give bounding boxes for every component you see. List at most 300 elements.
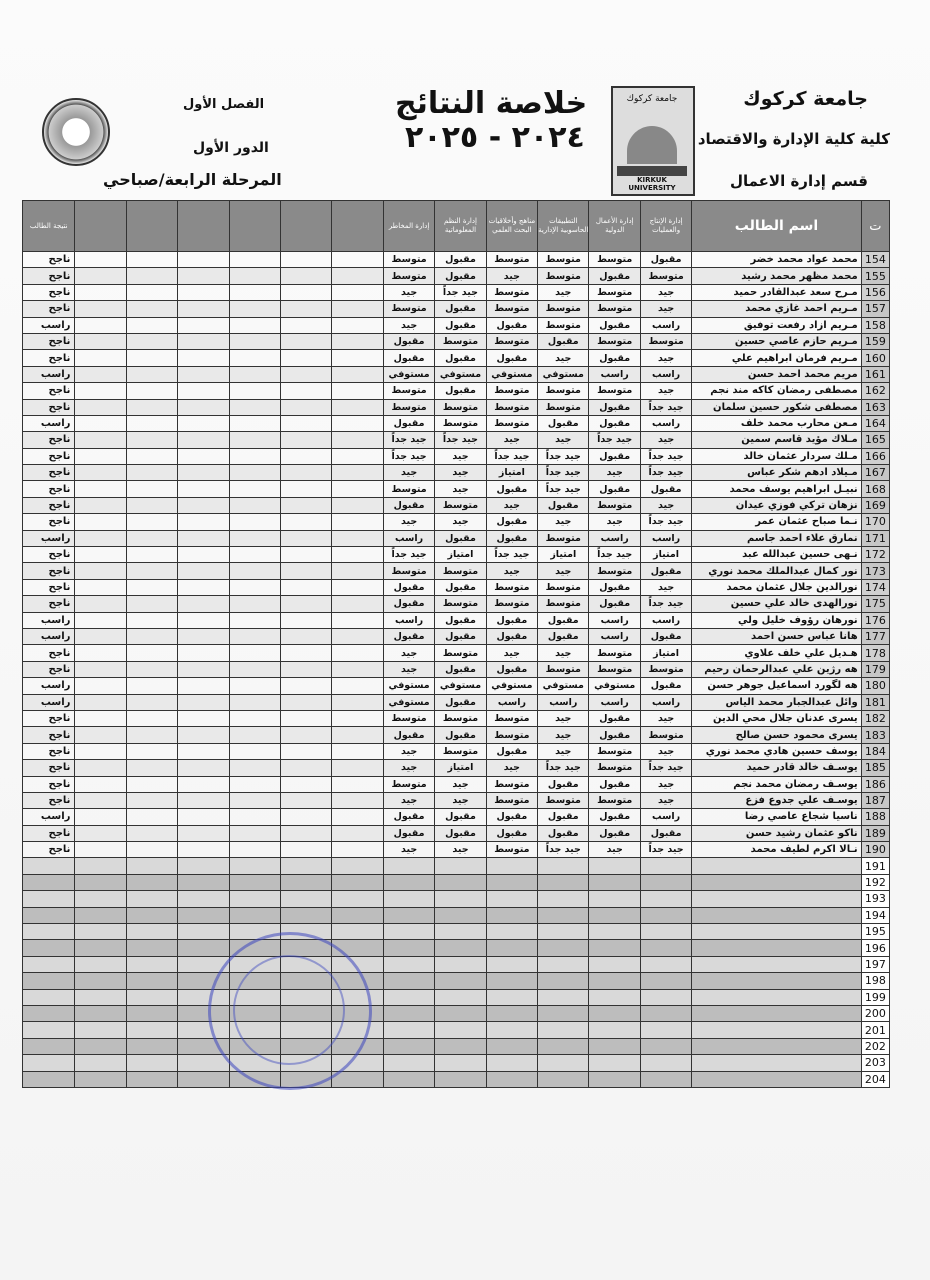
- empty-cell: [126, 907, 177, 923]
- department-name: قسم إدارة الاعمال: [729, 172, 868, 190]
- table-row: [23, 743, 890, 759]
- row-number-cell: 171: [861, 530, 889, 546]
- row-number-cell: 176: [861, 612, 889, 628]
- grade-cell: [178, 530, 229, 546]
- grade-cell: [126, 481, 177, 497]
- student-name-cell: مـريم فرمان ابراهيم علي: [692, 350, 861, 366]
- grade-cell: [332, 694, 383, 710]
- grade-cell: مقبول: [435, 383, 486, 399]
- row-number-cell: 191: [861, 858, 889, 874]
- grade-cell: [126, 743, 177, 759]
- grade-cell: متوسط: [589, 284, 640, 300]
- grade-cell: [281, 809, 332, 825]
- grade-cell: [126, 399, 177, 415]
- row-number-cell: 199: [861, 989, 889, 1005]
- grade-cell: جيد: [383, 842, 434, 858]
- grade-cell: مقبول: [435, 268, 486, 284]
- row-number-cell: 195: [861, 924, 889, 940]
- empty-cell: [435, 891, 486, 907]
- grade-cell: [178, 792, 229, 808]
- grade-cell: متوسط: [589, 301, 640, 317]
- grade-cell: مقبول: [589, 710, 640, 726]
- grade-cell: [281, 366, 332, 382]
- grade-cell: [75, 317, 126, 333]
- grade-cell: [229, 792, 280, 808]
- empty-cell: [178, 907, 229, 923]
- grade-cell: جيد: [486, 563, 537, 579]
- grade-cell: [229, 481, 280, 497]
- grade-cell: مقبول: [435, 350, 486, 366]
- empty-cell: [435, 1005, 486, 1021]
- grade-cell: راسب: [538, 694, 589, 710]
- empty-cell: [692, 858, 861, 874]
- result-cell: ناجح: [23, 563, 75, 579]
- grade-cell: مقبول: [589, 350, 640, 366]
- grade-cell: متوسط: [486, 776, 537, 792]
- grade-cell: متوسط: [383, 776, 434, 792]
- empty-cell: [229, 907, 280, 923]
- grade-cell: [178, 743, 229, 759]
- grade-cell: مقبول: [486, 825, 537, 841]
- empty-cell: [281, 891, 332, 907]
- grade-cell: مقبول: [435, 628, 486, 644]
- empty-cell: [538, 907, 589, 923]
- empty-cell: [435, 924, 486, 940]
- empty-cell: [178, 924, 229, 940]
- university-logo: [611, 86, 695, 196]
- column-header-subject: [178, 201, 229, 252]
- grade-cell: راسب: [589, 694, 640, 710]
- column-header-subject: إدارة النظم المعلوماتية: [435, 201, 486, 252]
- university-name: جامعة كركوك: [743, 88, 868, 110]
- row-number-cell: 182: [861, 710, 889, 726]
- empty-cell: [589, 1005, 640, 1021]
- row-number-cell: 184: [861, 743, 889, 759]
- grade-cell: [178, 776, 229, 792]
- student-name-cell: مـلك سردار عثمان خالد: [692, 448, 861, 464]
- grade-cell: [75, 252, 126, 268]
- grade-cell: [126, 415, 177, 431]
- row-number-cell: 194: [861, 907, 889, 923]
- row-number-cell: 177: [861, 628, 889, 644]
- table-row: [23, 727, 890, 743]
- grade-cell: [178, 448, 229, 464]
- empty-cell: [178, 891, 229, 907]
- grade-cell: [229, 678, 280, 694]
- grade-cell: [178, 645, 229, 661]
- grade-cell: جيد: [435, 481, 486, 497]
- grade-cell: [281, 760, 332, 776]
- grade-cell: [281, 284, 332, 300]
- grade-cell: متوسط: [538, 579, 589, 595]
- grade-cell: مقبول: [589, 415, 640, 431]
- row-number-cell: 175: [861, 596, 889, 612]
- grade-cell: [178, 350, 229, 366]
- result-cell: ناجح: [23, 383, 75, 399]
- grade-cell: [332, 743, 383, 759]
- empty-cell: [75, 956, 126, 972]
- student-name-cell: يوسـف خالد قادر حميد: [692, 760, 861, 776]
- empty-cell: [383, 1005, 434, 1021]
- grade-cell: جيد: [435, 465, 486, 481]
- grade-cell: جيد: [486, 432, 537, 448]
- grade-cell: مستوفي: [538, 366, 589, 382]
- empty-cell: [75, 940, 126, 956]
- grade-cell: متوسط: [589, 743, 640, 759]
- grade-cell: [229, 317, 280, 333]
- logo-caption: جامعة كركوك: [626, 94, 678, 104]
- empty-cell: [589, 1038, 640, 1054]
- row-number-cell: 190: [861, 842, 889, 858]
- empty-cell: [692, 1022, 861, 1038]
- grade-cell: متوسط: [589, 333, 640, 349]
- grade-cell: [332, 252, 383, 268]
- empty-cell: [692, 874, 861, 890]
- grade-cell: [178, 415, 229, 431]
- grade-cell: جيد: [486, 645, 537, 661]
- empty-cell: [589, 1022, 640, 1038]
- grade-cell: [75, 333, 126, 349]
- student-name-cell: نورهان رؤوف خليل ولي: [692, 612, 861, 628]
- grade-cell: [75, 825, 126, 841]
- empty-cell: [383, 924, 434, 940]
- grade-cell: [281, 792, 332, 808]
- row-number-cell: 162: [861, 383, 889, 399]
- student-name-cell: يوسف حسين هادي محمد نوري: [692, 743, 861, 759]
- empty-cell: [435, 956, 486, 972]
- row-number-cell: 181: [861, 694, 889, 710]
- row-number-cell: 167: [861, 465, 889, 481]
- grade-cell: [281, 448, 332, 464]
- grade-cell: [75, 399, 126, 415]
- grade-cell: [281, 645, 332, 661]
- empty-cell: [486, 1071, 537, 1087]
- grade-cell: مقبول: [435, 809, 486, 825]
- grade-cell: [332, 678, 383, 694]
- grade-cell: [178, 628, 229, 644]
- grade-cell: مقبول: [435, 661, 486, 677]
- grade-cell: جيد: [486, 268, 537, 284]
- grade-cell: جيد: [383, 792, 434, 808]
- grade-cell: مقبول: [486, 661, 537, 677]
- grade-cell: [332, 596, 383, 612]
- grade-cell: مقبول: [435, 317, 486, 333]
- empty-cell: [126, 1005, 177, 1021]
- grade-cell: مستوفي: [486, 678, 537, 694]
- grade-cell: جيد: [640, 301, 691, 317]
- empty-cell: [126, 973, 177, 989]
- grade-cell: [229, 350, 280, 366]
- grade-cell: مقبول: [640, 628, 691, 644]
- grade-cell: [229, 694, 280, 710]
- row-number-cell: 204: [861, 1071, 889, 1087]
- grade-cell: مقبول: [538, 628, 589, 644]
- grade-cell: [229, 727, 280, 743]
- column-header-subject: مناهج وأخلاقيات البحث العلمي: [486, 201, 537, 252]
- table-row: [23, 809, 890, 825]
- empty-cell: [435, 1038, 486, 1054]
- empty-cell: [126, 891, 177, 907]
- table-row: [23, 333, 890, 349]
- empty-cell: [589, 973, 640, 989]
- grade-cell: جيد: [383, 760, 434, 776]
- grade-cell: متوسط: [486, 415, 537, 431]
- grade-cell: [332, 350, 383, 366]
- table-row: [23, 579, 890, 595]
- student-name-cell: وائل عبدالجبار محمد الياس: [692, 694, 861, 710]
- result-cell: راسب: [23, 628, 75, 644]
- grade-cell: [281, 252, 332, 268]
- row-number-cell: 161: [861, 366, 889, 382]
- empty-cell: [229, 874, 280, 890]
- empty-cell: [126, 1055, 177, 1071]
- student-name-cell: مـيلاد ادهم شكر عباس: [692, 465, 861, 481]
- empty-cell: [486, 924, 537, 940]
- empty-row: [23, 907, 890, 923]
- grade-cell: [126, 465, 177, 481]
- grade-cell: [126, 268, 177, 284]
- empty-cell: [75, 858, 126, 874]
- grade-cell: [332, 399, 383, 415]
- empty-cell: [75, 907, 126, 923]
- grade-cell: [229, 497, 280, 513]
- empty-cell: [486, 1038, 537, 1054]
- table-row: [23, 710, 890, 726]
- table-row: [23, 497, 890, 513]
- grade-cell: [126, 317, 177, 333]
- grade-cell: [281, 563, 332, 579]
- grade-cell: [332, 333, 383, 349]
- grade-cell: متوسط: [589, 497, 640, 513]
- empty-cell: [486, 891, 537, 907]
- table-row: [23, 760, 890, 776]
- empty-cell: [692, 924, 861, 940]
- empty-cell: [640, 1022, 691, 1038]
- result-cell: راسب: [23, 612, 75, 628]
- grade-cell: متوسط: [383, 252, 434, 268]
- row-number-cell: 159: [861, 333, 889, 349]
- grade-cell: [332, 514, 383, 530]
- grade-cell: جيد: [640, 350, 691, 366]
- empty-cell: [640, 1071, 691, 1087]
- grade-cell: راسب: [589, 612, 640, 628]
- grade-cell: جيد: [589, 514, 640, 530]
- grade-cell: [178, 383, 229, 399]
- grade-cell: جيد: [435, 448, 486, 464]
- grade-cell: [332, 366, 383, 382]
- empty-cell: [692, 1038, 861, 1054]
- empty-cell: [486, 1022, 537, 1038]
- empty-cell: [640, 1005, 691, 1021]
- grade-cell: [126, 333, 177, 349]
- student-name-cell: مـريم حازم عاصي حسين: [692, 333, 861, 349]
- grade-cell: جيد: [538, 514, 589, 530]
- grade-cell: [126, 252, 177, 268]
- grade-cell: [75, 842, 126, 858]
- empty-cell: [178, 858, 229, 874]
- empty-cell: [435, 1022, 486, 1038]
- grade-cell: [229, 547, 280, 563]
- grade-cell: مستوفي: [435, 678, 486, 694]
- grade-cell: متوسط: [435, 743, 486, 759]
- grade-cell: راسب: [486, 694, 537, 710]
- grade-cell: امتياز: [640, 547, 691, 563]
- grade-cell: [281, 678, 332, 694]
- grade-cell: متوسط: [538, 317, 589, 333]
- grade-cell: متوسط: [435, 710, 486, 726]
- student-name-cell: ناسيا شجاع عاصي رضا: [692, 809, 861, 825]
- result-cell: ناجح: [23, 481, 75, 497]
- grade-cell: [281, 383, 332, 399]
- grade-cell: [75, 448, 126, 464]
- stage-label: المرحلة الرابعة/صباحي: [103, 170, 282, 189]
- table-row: [23, 252, 890, 268]
- row-number-cell: 180: [861, 678, 889, 694]
- grade-cell: مقبول: [383, 350, 434, 366]
- result-cell: راسب: [23, 694, 75, 710]
- empty-cell: [383, 891, 434, 907]
- row-number-cell: 178: [861, 645, 889, 661]
- grade-cell: مستوفي: [383, 678, 434, 694]
- result-cell: راسب: [23, 530, 75, 546]
- result-cell: ناجح: [23, 399, 75, 415]
- empty-cell: [126, 956, 177, 972]
- grade-cell: [126, 727, 177, 743]
- grade-cell: جيد: [640, 383, 691, 399]
- grade-cell: [75, 612, 126, 628]
- grade-cell: [126, 694, 177, 710]
- grade-cell: [229, 514, 280, 530]
- grade-cell: مقبول: [589, 481, 640, 497]
- grade-cell: امتياز: [435, 760, 486, 776]
- empty-cell: [640, 989, 691, 1005]
- grade-cell: مقبول: [435, 694, 486, 710]
- student-name-cell: نـالا اكرم لطيف محمد: [692, 842, 861, 858]
- grade-cell: مقبول: [486, 317, 537, 333]
- grade-cell: [229, 448, 280, 464]
- grade-cell: [229, 628, 280, 644]
- grade-cell: مقبول: [640, 481, 691, 497]
- empty-cell: [332, 891, 383, 907]
- row-number-cell: 158: [861, 317, 889, 333]
- student-name-cell: هه رژين علي عبدالرحمان رحيم: [692, 661, 861, 677]
- empty-cell: [692, 891, 861, 907]
- grade-cell: جيد جداً: [589, 547, 640, 563]
- grade-cell: [178, 481, 229, 497]
- result-cell: راسب: [23, 317, 75, 333]
- empty-cell: [126, 1071, 177, 1087]
- student-name-cell: مريم محمد احمد حسن: [692, 366, 861, 382]
- empty-cell: [126, 989, 177, 1005]
- grade-cell: متوسط: [435, 415, 486, 431]
- grade-cell: جيد: [383, 465, 434, 481]
- grade-cell: [229, 760, 280, 776]
- empty-cell: [75, 1055, 126, 1071]
- student-name-cell: مـريم ازاد رفعت توفيق: [692, 317, 861, 333]
- student-name-cell: نزهان تركي فوزي عيدان: [692, 497, 861, 513]
- empty-cell: [383, 874, 434, 890]
- empty-cell: [75, 924, 126, 940]
- student-name-cell: يسرى محمود حسن صالح: [692, 727, 861, 743]
- row-number-cell: 187: [861, 792, 889, 808]
- grade-cell: متوسط: [589, 792, 640, 808]
- result-cell: ناجح: [23, 645, 75, 661]
- grade-cell: جيد: [538, 743, 589, 759]
- grade-cell: متوسط: [538, 792, 589, 808]
- logo-university-name: KIRKUK UNIVERSITY: [628, 176, 676, 192]
- empty-cell: [692, 989, 861, 1005]
- grade-cell: [332, 579, 383, 595]
- grade-cell: [126, 596, 177, 612]
- empty-cell: [75, 973, 126, 989]
- empty-cell: [23, 1038, 75, 1054]
- grade-cell: راسب: [589, 530, 640, 546]
- stamp-inner-ring: [233, 955, 345, 1065]
- grade-cell: [281, 612, 332, 628]
- grade-cell: [281, 514, 332, 530]
- grade-cell: [332, 612, 383, 628]
- empty-cell: [538, 940, 589, 956]
- result-cell: راسب: [23, 678, 75, 694]
- result-cell: ناجح: [23, 350, 75, 366]
- grade-cell: مقبول: [383, 579, 434, 595]
- empty-cell: [486, 989, 537, 1005]
- grade-cell: متوسط: [486, 399, 537, 415]
- empty-cell: [229, 891, 280, 907]
- grade-cell: [332, 645, 383, 661]
- empty-cell: [23, 858, 75, 874]
- row-number-cell: 169: [861, 497, 889, 513]
- grade-cell: جيد: [538, 563, 589, 579]
- grade-cell: [178, 399, 229, 415]
- row-number-cell: 165: [861, 432, 889, 448]
- grade-cell: مقبول: [589, 448, 640, 464]
- student-name-cell: نورالهدى خالد علي حسين: [692, 596, 861, 612]
- grade-cell: مقبول: [383, 809, 434, 825]
- table-row: [23, 432, 890, 448]
- grade-cell: متوسط: [383, 710, 434, 726]
- empty-row: [23, 891, 890, 907]
- empty-cell: [589, 907, 640, 923]
- table-row: [23, 383, 890, 399]
- grade-cell: مقبول: [538, 333, 589, 349]
- empty-cell: [589, 858, 640, 874]
- grade-cell: [229, 268, 280, 284]
- grade-cell: مقبول: [383, 825, 434, 841]
- grade-cell: مقبول: [538, 415, 589, 431]
- student-name-cell: ناكو عثمان رشيد حسن: [692, 825, 861, 841]
- grade-cell: متوسط: [383, 383, 434, 399]
- table-row: [23, 350, 890, 366]
- student-name-cell: يوسـف علي جدوع فزع: [692, 792, 861, 808]
- empty-cell: [23, 1005, 75, 1021]
- grade-cell: [281, 268, 332, 284]
- empty-cell: [640, 858, 691, 874]
- grade-cell: جيد: [640, 776, 691, 792]
- grade-cell: متوسط: [538, 252, 589, 268]
- row-number-cell: 189: [861, 825, 889, 841]
- grade-cell: [75, 465, 126, 481]
- grade-cell: مستوفي: [589, 678, 640, 694]
- grade-cell: جيد: [538, 727, 589, 743]
- grade-cell: مستوفي: [383, 366, 434, 382]
- grade-cell: جيد: [435, 842, 486, 858]
- grade-cell: جيد: [640, 792, 691, 808]
- grade-cell: [229, 366, 280, 382]
- result-cell: ناجح: [23, 268, 75, 284]
- grade-cell: [332, 465, 383, 481]
- empty-cell: [538, 924, 589, 940]
